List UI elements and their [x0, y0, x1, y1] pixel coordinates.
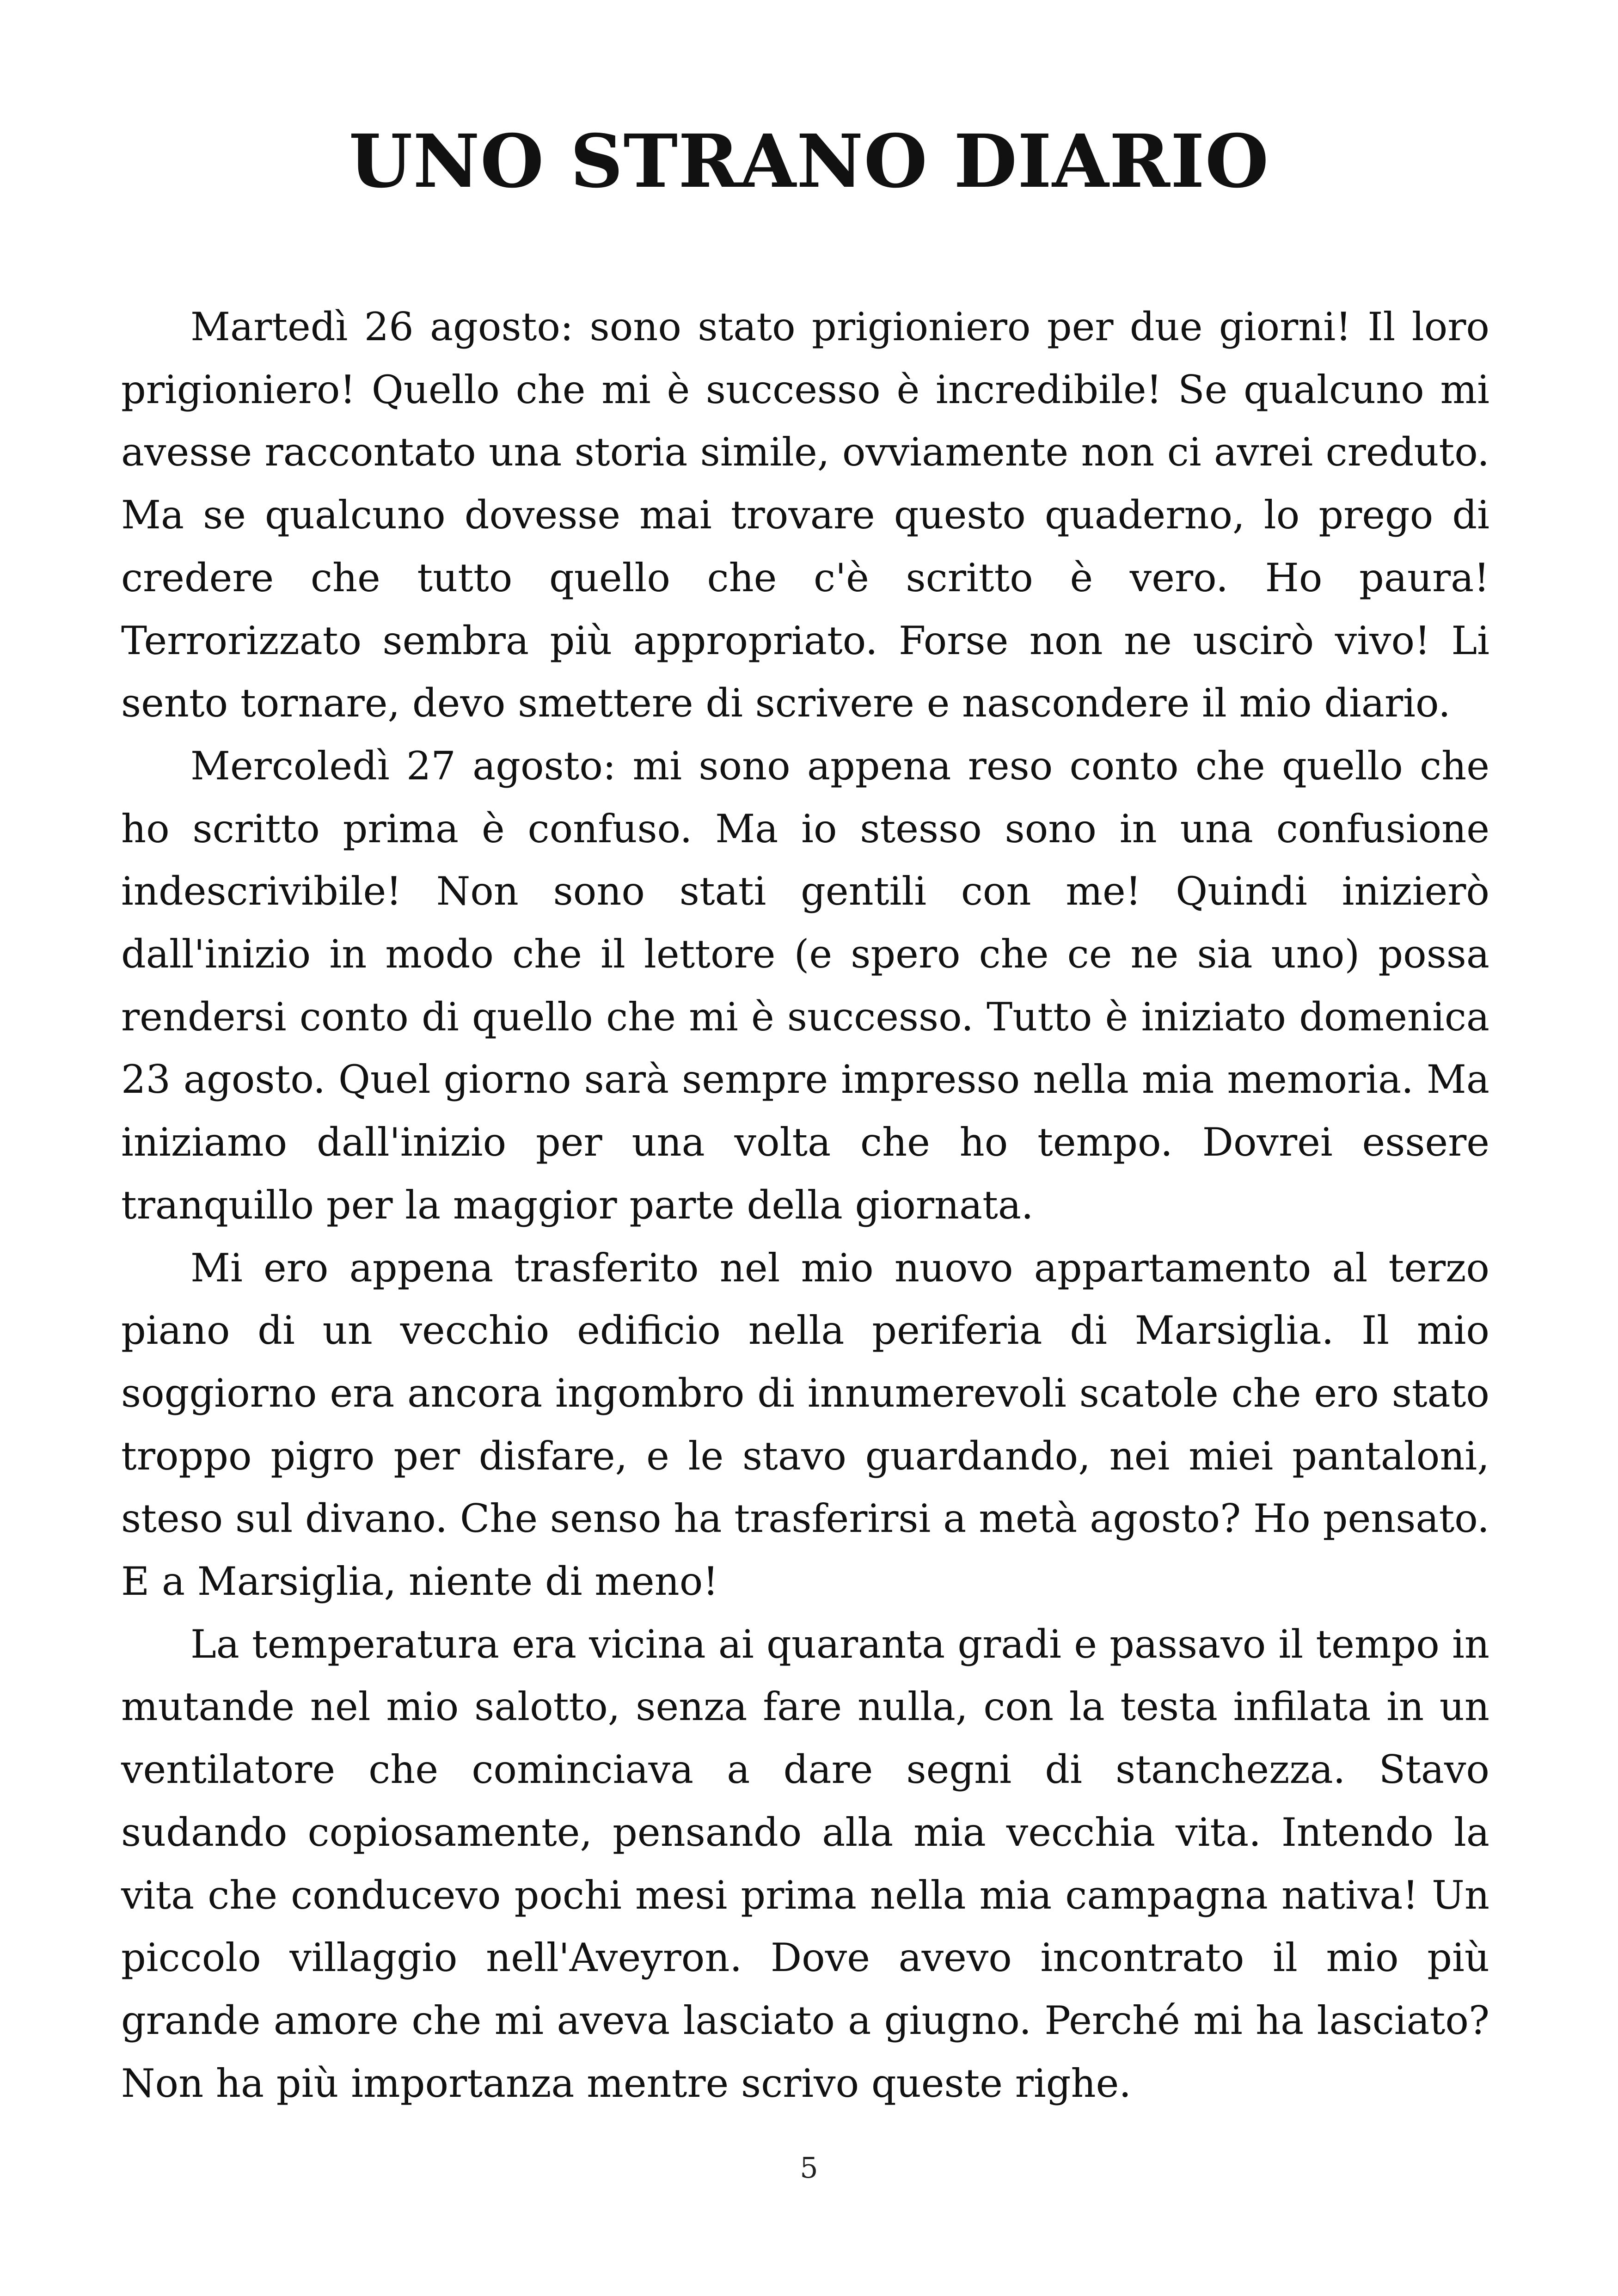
page-number: 5	[800, 2151, 818, 2185]
paragraph-4: La temperatura era vicina ai quaranta gradi e passavo il tempo in mutande nel mio salotto, senza fare nulla, con la testa infilata in un ventilatore che cominciava a dare segni di stanchezza. Stavo sudando copiosamente, pensando alla mia vecchia vita. Intendo la vita che conducevo pochi mesi prima nella mia campagna nativa! Un piccolo villaggio nell'Aveyron. Dove avevo incontrato il mio più grande amore che mi aveva lasciato a giugno. Perché mi ha lasciato? Non ha più importanza mentre scrivo queste righe.	[121, 1621, 1489, 2106]
paragraph-3: Mi ero appena trasferito nel mio nuovo appartamento al terzo piano di un vecchio edificio nella periferia di Marsiglia. Il mio soggiorno era ancora ingombro di innumerevoli scatole che ero stato troppo pigro per disfare, e le stavo guardando, nei miei pantaloni, steso sul divano. Che senso ha trasferirsi a metà agosto? Ho pensato. E a Marsiglia, niente di meno!	[121, 1245, 1489, 1604]
paragraph-2: Mercoledì 27 agosto: mi sono appena reso conto che quello che ho scritto prima è confuso. Ma io stesso sono in una confusione indescrivibile! Non sono stati gentili con me! Quindi inizierò dall'inizio in modo che il lettore (e spero che ce ne sia uno) possa rendersi conto di quello che mi è successo. Tutto è iniziato domenica 23 agosto. Quel giorno sarà sempre impresso nella mia memoria. Ma iniziamo dall'inizio per una volta che ho tempo. Dovrei essere tranquillo per la maggior parte della giornata.	[121, 743, 1489, 1228]
paragraph-1: Martedì 26 agosto: sono stato prigioniero per due giorni! Il loro prigioniero! Quello che mi è successo è incredibile! Se qualcuno mi avesse raccontato una storia simile, ovviamente non ci avrei creduto. Ma se qualcuno dovesse mai trovare questo quaderno, lo prego di credere che tutto quello che c'è scritto è vero. Ho paura! Terrorizzato sembra più appropriato. Forse non ne uscirò vivo! Li sento tornare, devo smettere di scrivere e nascondere il mio diario.	[121, 304, 1489, 726]
chapter-body	[121, 296, 1489, 2115]
chapter-title: UNO STRANO DIARIO	[349, 119, 1269, 204]
